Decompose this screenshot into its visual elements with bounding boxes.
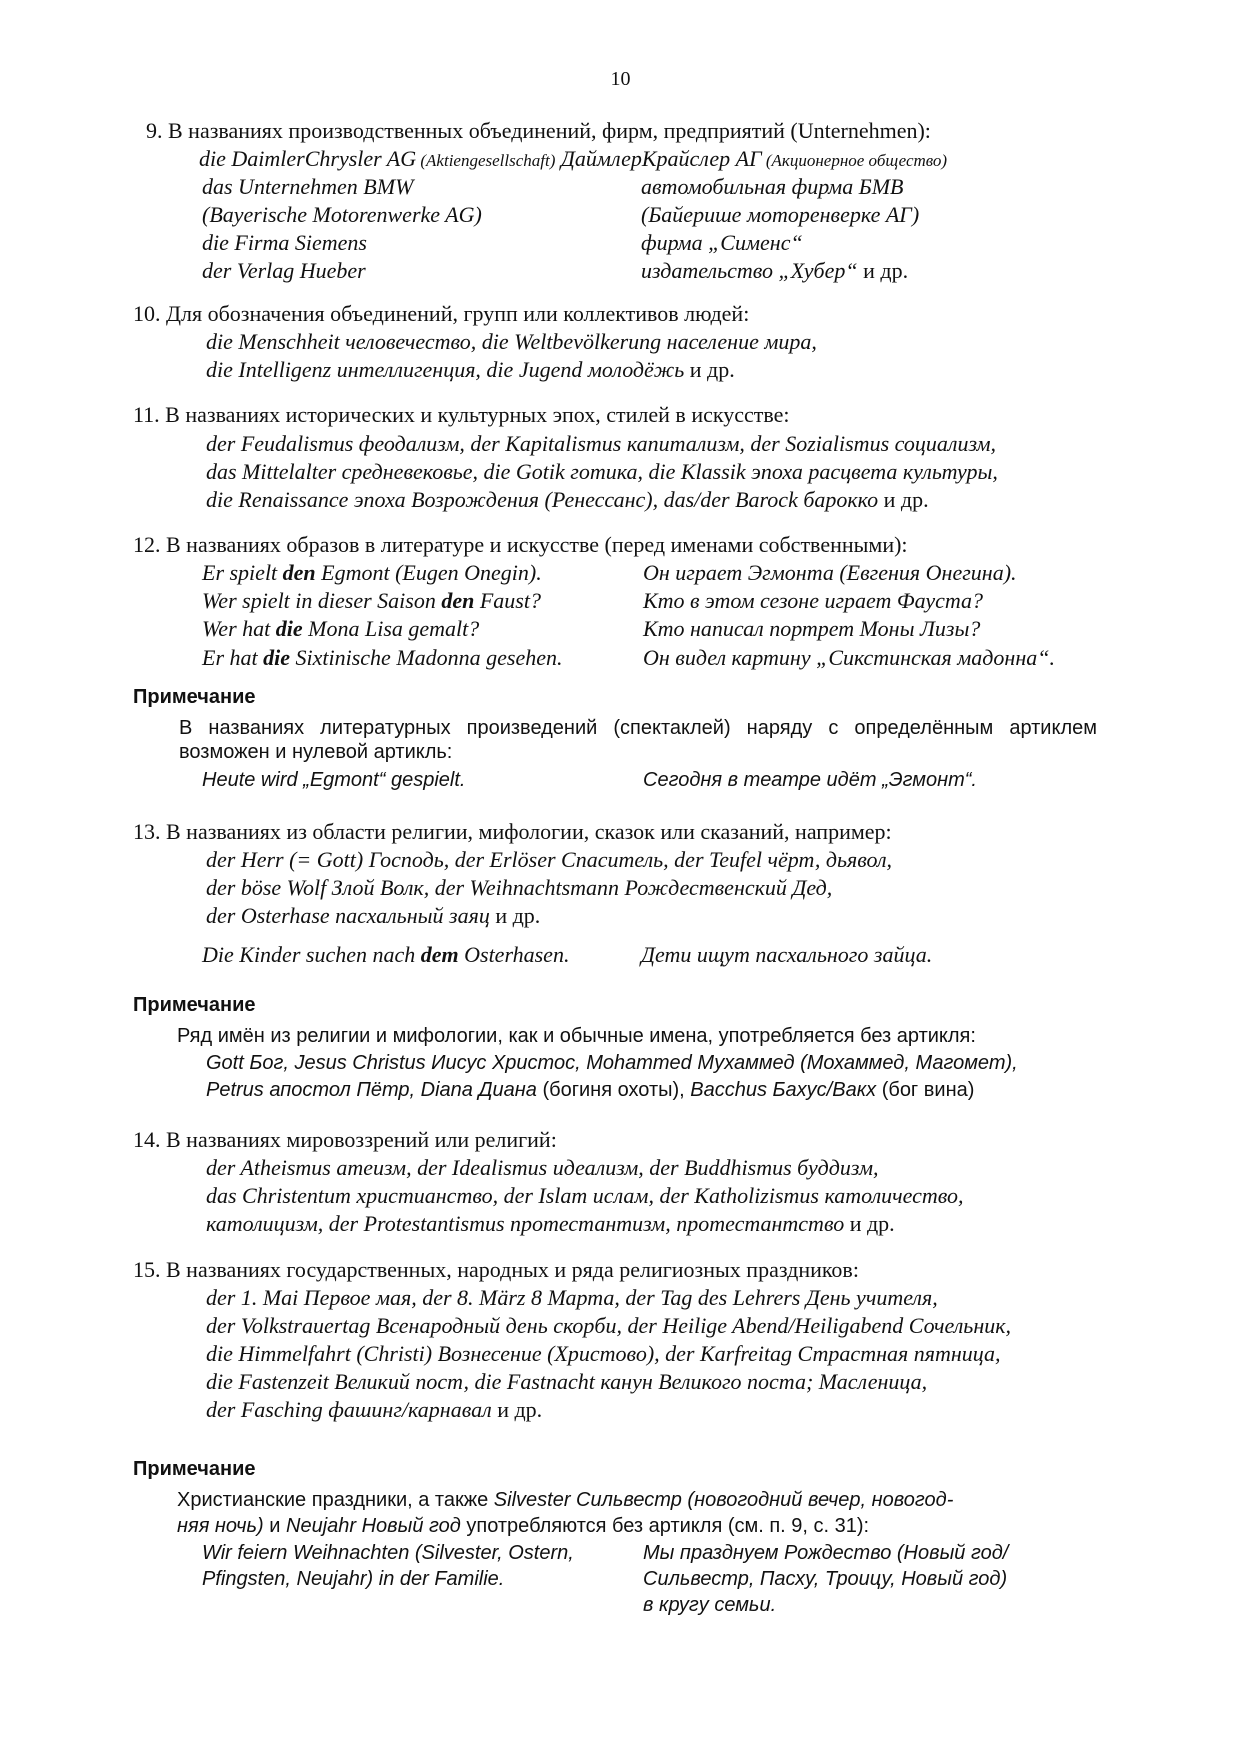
- s9-row-4-de: der Verlag Hueber: [202, 258, 366, 283]
- section-9-heading: 9. В названиях производственных объединений, фирм, предприятий (Unternehmen):: [146, 118, 931, 143]
- s9-row-3-de: die Firma Siemens: [202, 230, 367, 255]
- section-11-heading: 11. В названиях исторических и культурных эпох, стилей в искусстве:: [133, 402, 790, 427]
- note-3-example-de-2: Pfingsten, Neujahr) in der Familie.: [202, 1568, 505, 1590]
- note-3-example-ru-1: Мы празднуем Рождество (Новый год/: [643, 1542, 1009, 1564]
- s15-line-1: der 1. Mai Первое мая, der 8. März 8 Марта, der Tag des Lehrers День учителя,: [206, 1285, 938, 1310]
- s11-line-3: die Renaissance эпоха Возрождения (Ренессанс), das/der Barock барокко и др.: [206, 487, 929, 512]
- s14-line-2: das Christentum христианство, der Islam ислам, der Katholizismus католичество,: [206, 1183, 964, 1208]
- note-1-example-de: Heute wird „Egmont“ gespielt.: [202, 769, 466, 791]
- section-9-line-1: [199, 145, 947, 174]
- s12-row-2-de: Wer spielt in dieser Saison den Faust?: [202, 588, 541, 613]
- note-3-title: Примечание: [133, 1458, 256, 1480]
- note-2-line-2: Petrus апостол Пётр, Diana Диана (богиня охоты), Bacchus Бахус/Вакх (бог вина): [206, 1079, 975, 1101]
- note-2-line-1: Gott Бог, Jesus Christus Иисус Христос, Mohammed Мухаммед (Мохаммед, Магомет),: [206, 1052, 1018, 1074]
- s10-line-2: die Intelligenz интеллигенция, die Jugend молодёжь и др.: [206, 357, 735, 382]
- note-2-intro: Ряд имён из религии и мифологии, как и обычные имена, употребляется без артикля:: [177, 1025, 976, 1047]
- section-12-heading: 12. В названиях образов в литературе и искусстве (перед именами собственными):: [133, 532, 908, 557]
- s15-line-4: die Fastenzeit Великий пост, die Fastnacht канун Великого поста; Масленица,: [206, 1369, 928, 1394]
- s9-row-1-de: das Unternehmen BMW: [202, 174, 414, 199]
- s9-daimler: die DaimlerChrysler AG: [199, 146, 417, 171]
- note-1-title: Примечание: [133, 686, 256, 708]
- section-15-heading: 15. В названиях государственных, народных и ряда религиозных праздников:: [133, 1257, 859, 1282]
- note-1-example-ru: Сегодня в театре идёт „Эгмонт“.: [643, 769, 977, 791]
- s12-row-2-ru: Кто в этом сезоне играет Фауста?: [643, 588, 984, 613]
- s9-daimler-ru: ДаймлерКрайслер АГ: [555, 146, 762, 171]
- note-3-line-1: Христианские праздники, а также Silvester Сильвестр (новогодний вечер, новогод-: [177, 1489, 954, 1511]
- s13-example-de: Die Kinder suchen nach dem Osterhasen.: [202, 942, 570, 967]
- s12-row-1-de: Er spielt den Egmont (Eugen Onegin).: [202, 560, 542, 585]
- s12-row-3-ru: Кто написал портрет Моны Лизы?: [643, 616, 981, 641]
- page-number: 10: [610, 68, 631, 90]
- note-3-example-ru-3: в кругу семьи.: [643, 1594, 777, 1616]
- section-14-heading: 14. В названиях мировоззрений или религий:: [133, 1127, 557, 1152]
- s14-line-3: католицизм, der Protestantismus протестантизм, протестантство и др.: [206, 1211, 895, 1236]
- s15-line-5: der Fasching фашинг/карнавал и др.: [206, 1397, 543, 1422]
- section-10-heading: 10. Для обозначения объединений, групп или коллективов людей:: [133, 301, 750, 326]
- note-1-text: В названиях литературных произведений (спектаклей) наряду с определённым артиклем возможен и нулевой артикль:: [179, 717, 1097, 763]
- note-3-example-ru-2: Сильвестр, Пасху, Троицу, Новый год): [643, 1568, 1008, 1590]
- section-13-heading: 13. В названиях из области религии, мифологии, сказок или сказаний, например:: [133, 819, 892, 844]
- s13-line-3: der Osterhase пасхальный заяц и др.: [206, 903, 541, 928]
- s12-row-4-ru: Он видел картину „Сикстинская мадонна“.: [643, 645, 1055, 670]
- s9-row-2-de: (Bayerische Motorenwerke AG): [202, 202, 482, 227]
- s12-row-1-ru: Он играет Эгмонта (Евгения Онегина).: [643, 560, 1017, 585]
- s11-line-2: das Mittelalter средневековье, die Gotik готика, die Klassik эпоха расцвета культуры,: [206, 459, 998, 484]
- s12-row-3-de: Wer hat die Mona Lisa gemalt?: [202, 616, 480, 641]
- s9-row-3-ru: фирма „Сименс“: [641, 230, 803, 255]
- s13-line-1: der Herr (= Gott) Господь, der Erlöser Спаситель, der Teufel чёрт, дьявол,: [206, 847, 893, 872]
- s9-row-1-ru: автомобильная фирма БМВ: [641, 174, 904, 199]
- s9-row-2-ru: (Байерише моторенверке АГ): [641, 202, 920, 227]
- s9-ag-de: (Aktiengesellschaft): [416, 151, 556, 170]
- note-3-example-de-1: Wir feiern Weihnachten (Silvester, Ostern,: [202, 1542, 574, 1564]
- note-3-line-2: няя ночь) и Neujahr Новый год употребляются без артикля (см. п. 9, с. 31):: [177, 1515, 870, 1537]
- s14-line-1: der Atheismus атеизм, der Idealismus идеализм, der Buddhismus буддизм,: [206, 1155, 879, 1180]
- s10-line-1: die Menschheit человечество, die Weltbevölkerung население мира,: [206, 329, 817, 354]
- s15-line-2: der Volkstrauertag Всенародный день скорби, der Heilige Abend/Heiligabend Сочельник,: [206, 1313, 1012, 1338]
- s9-row-4-ru: издательство „Хубер“ и др.: [641, 258, 909, 283]
- note-2-title: Примечание: [133, 994, 256, 1016]
- s9-ag-ru: (Акционерное общество): [761, 151, 948, 170]
- s15-line-3: die Himmelfahrt (Christi) Вознесение (Христово), der Karfreitag Страстная пятница,: [206, 1341, 1001, 1366]
- s11-line-1: der Feudalismus феодализм, der Kapitalismus капитализм, der Sozialismus социализм,: [206, 431, 997, 456]
- s13-example-ru: Дети ищут пасхального зайца.: [641, 942, 933, 967]
- s12-row-4-de: Er hat die Sixtinische Madonna gesehen.: [202, 645, 563, 670]
- s13-line-2: der böse Wolf Злой Волк, der Weihnachtsmann Рождественский Дед,: [206, 875, 833, 900]
